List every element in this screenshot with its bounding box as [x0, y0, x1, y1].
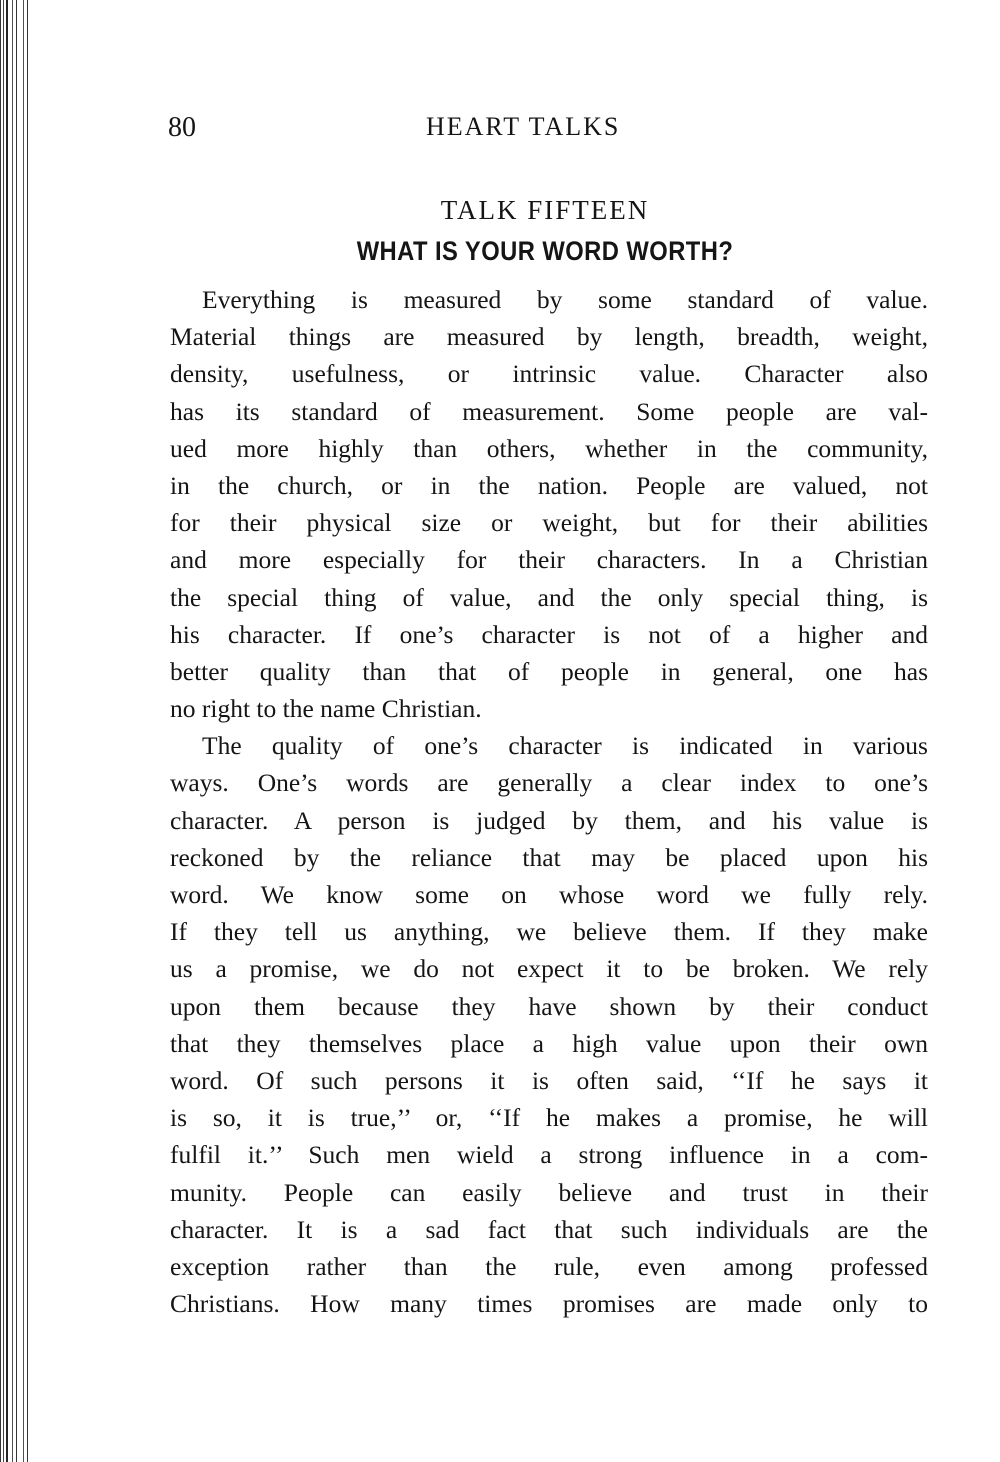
- text-line: Material things are measured by length, breadth, weight,: [170, 322, 928, 352]
- running-head: [168, 112, 928, 152]
- text-line: no right to the name Christian.: [170, 694, 482, 724]
- text-line: munity. People can easily believe and trust in their: [170, 1177, 928, 1207]
- text-line: ways. One’s words are generally a clear index to one’s: [170, 768, 928, 798]
- body-text: [170, 281, 928, 1322]
- page-number: 80: [168, 112, 196, 143]
- text-line: is so, it is true,’’ or, ‘‘If he makes a promise, he will: [170, 1103, 928, 1133]
- text-line: fulfil it.’’ Such men wield a strong influence in a com-: [170, 1140, 928, 1170]
- text-line: density, usefulness, or intrinsic value. Character also: [170, 359, 928, 389]
- text-line: word. We know some on whose word we fully rely.: [170, 880, 928, 909]
- text-line: that they themselves place a high value upon their own: [170, 1028, 928, 1058]
- text-line: ued more highly than others, whether in the community,: [170, 433, 928, 463]
- text-line: character. It is a sad fact that such individuals are the: [170, 1214, 928, 1244]
- text-line: word. Of such persons it is often said, ‘‘If he says it: [170, 1065, 928, 1095]
- text-line: reckoned by the reliance that may be placed upon his: [170, 842, 928, 872]
- paragraph-1: [170, 281, 928, 727]
- text-line: the special thing of value, and the only special thing, is: [170, 582, 928, 612]
- text-line: in the church, or in the nation. People are valued, not: [170, 470, 928, 500]
- text-line: us a promise, we do not expect it to be broken. We rely: [170, 954, 928, 984]
- text-line: exception rather than the rule, even among professed: [170, 1251, 928, 1281]
- text-line: The quality of one’s character is indicated in various: [202, 731, 928, 761]
- text-line: and more especially for their characters. In a Christian: [170, 545, 928, 575]
- chapter-title: WHAT IS YOUR WORD WORTH?: [356, 236, 734, 266]
- text-line: better quality than that of people in general, one has: [170, 656, 928, 686]
- text-line: If they tell us anything, we believe them. If they make: [170, 917, 928, 947]
- text-line: character. A person is judged by them, and his value is: [170, 805, 928, 835]
- text-line: for their physical size or weight, but for their abilities: [170, 508, 928, 538]
- text-line: Everything is measured by some standard of value.: [202, 285, 928, 314]
- talk-number: TALK FIFTEEN: [440, 195, 650, 225]
- text-line: his character. If one’s character is not of a higher and: [170, 619, 928, 649]
- book-title: HEART TALKS: [426, 112, 621, 141]
- text-line: has its standard of measurement. Some people are val-: [170, 396, 928, 426]
- paragraph-2: [170, 727, 928, 1322]
- text-line: Christians. How many times promises are made only to: [170, 1289, 928, 1319]
- text-line: upon them because they have shown by their conduct: [170, 991, 928, 1021]
